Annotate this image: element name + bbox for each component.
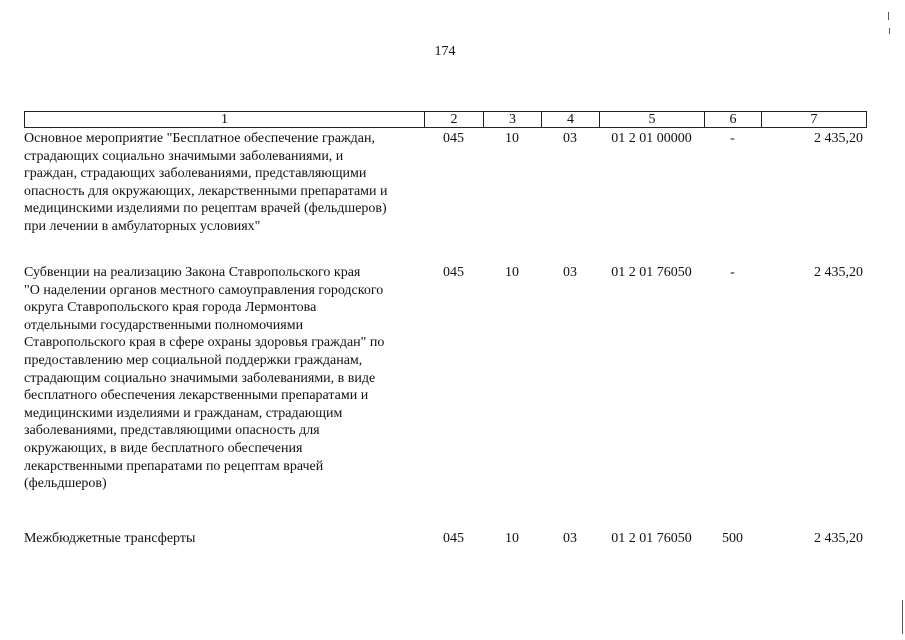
column-header-4: 4	[542, 112, 600, 127]
sum-value: 2 435,20	[814, 265, 863, 280]
column-header-3: 3	[484, 112, 542, 127]
description-line: окружающих, в виде бесплатного обеспечения	[24, 440, 303, 456]
column-header-2: 2	[425, 112, 484, 127]
page-number: 174	[434, 44, 456, 59]
expense-type-code: -	[730, 265, 735, 280]
table-row	[24, 530, 865, 548]
expense-type-code: 500	[722, 531, 743, 546]
expense-type-code: -	[730, 131, 735, 146]
description-line: Субвенции на реализацию Закона Ставропольского края	[24, 265, 361, 280]
section-code: 10	[505, 531, 519, 546]
target-article-code: 01 2 01 76050	[611, 531, 692, 546]
row-description	[24, 264, 424, 493]
target-article-code: 01 2 01 76050	[611, 265, 692, 280]
scan-mark	[889, 28, 890, 34]
column-header-5: 5	[600, 112, 705, 127]
description-line: медицинскими изделиями по рецептам врачей (фельдшеров)	[24, 201, 387, 217]
description-line: Основное мероприятие "Бесплатное обеспечение граждан,	[24, 131, 375, 146]
description-line: при лечении в амбулаторных условиях"	[24, 218, 261, 234]
description-line: медицинскими изделиями и гражданам, страдающим	[24, 405, 343, 421]
description-line: предоставлению мер социальной поддержки гражданам,	[24, 352, 363, 368]
description-line: бесплатного обеспечения лекарственными препаратами и	[24, 388, 369, 404]
ved-code: 045	[443, 531, 464, 546]
ved-code: 045	[443, 131, 464, 146]
column-header-7: 7	[810, 112, 818, 127]
target-article-code: 01 2 01 00000	[611, 131, 692, 146]
sum-value: 2 435,20	[814, 531, 863, 546]
description-line: страдающим социально значимыми заболеваниями, в виде	[24, 370, 376, 386]
description-line: заболеваниями, представляющими опасность для	[24, 423, 320, 439]
subsection-code: 03	[563, 531, 577, 546]
column-header-1: 1	[25, 112, 425, 127]
description-line: отдельными государственными полномочиями	[24, 317, 304, 333]
subsection-code: 03	[563, 265, 577, 280]
section-code: 10	[505, 265, 519, 280]
description-line: округа Ставропольского края города Лермонтова	[24, 300, 317, 316]
column-header-6: 6	[705, 112, 762, 127]
row-description	[24, 130, 424, 236]
scan-mark	[888, 12, 889, 20]
table-row	[24, 264, 865, 493]
description-line: "О наделении органов местного самоуправления городского	[24, 282, 384, 298]
description-line: опасность для окружающих, лекарственными препаратами и	[24, 183, 388, 199]
description-line: страдающих социально значимыми заболеваниями, и	[24, 148, 344, 164]
sum-value: 2 435,20	[814, 131, 863, 146]
ved-code: 045	[443, 265, 464, 280]
table-header	[24, 111, 867, 128]
description-line: Межбюджетные трансферты	[24, 531, 196, 546]
subsection-code: 03	[563, 131, 577, 146]
table-row	[24, 130, 865, 236]
description-line: граждан, страдающих заболеваниями, представляющими	[24, 166, 367, 182]
section-code: 10	[505, 131, 519, 146]
scan-mark	[902, 600, 903, 634]
description-line: Ставропольского края в сфере охраны здоровья граждан" по	[24, 335, 385, 351]
description-line: (фельдшеров)	[24, 476, 107, 492]
row-description	[24, 530, 424, 548]
description-line: лекарственными препаратами по рецептам врачей	[24, 458, 324, 474]
